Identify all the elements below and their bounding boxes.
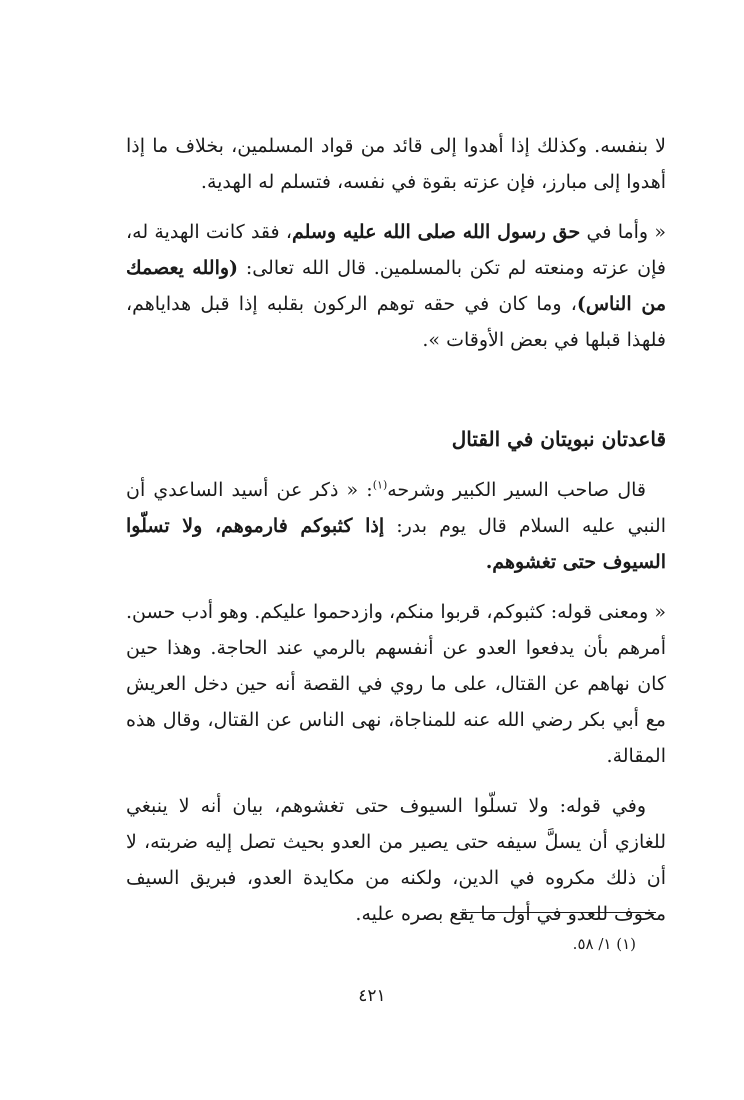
footnote-marker: (١) <box>372 478 388 492</box>
paragraph-prophet-gifts-part-c: ، فقد كانت الهدية له، فإن عزته ومنعته لم تكن بالمسلمين. قال الله تعالى: <box>126 221 666 279</box>
paragraph-prophet-gifts-part-a: « وأما في <box>580 221 666 243</box>
paragraph-siyar-part-a: قال صاحب السير الكبير وشرحه <box>387 479 646 501</box>
document-body <box>126 128 666 946</box>
paragraph-siyar-part-b: : « ذكر عن أسيد الساعدي أن النبي عليه السلام قال يوم بدر: <box>126 479 667 537</box>
paragraph-prophet-gifts <box>126 214 666 358</box>
paragraph-swords-explanation: وفي قوله: ولا تسلّوا السيوف حتى تغشوهم، بيان أنه لا ينبغي للغازي أن يسلَّ سيفه حتى يصير من العدو بحيث تصل إليه ضربته، لا أن ذلك مكروه في الدين، ولكنه من مكايدة العدو، فبريق السيف مخوف للعدو في أول ما يقع بصره عليه. <box>126 795 666 925</box>
section-heading: قاعدتان نبويتان في القتال <box>451 427 666 451</box>
paragraph-prophet-gifts-bold-phrase: حق رسول الله صلى الله عليه وسلم <box>292 221 581 243</box>
paragraph-prophet-gifts-part-e: ، وما كان في حقه توهم الركون بقلبه إذا قبل هداياهم، فلهذا قبلها في بعض الأوقات ». <box>126 293 666 351</box>
quran-quote: (والله يعصمك من الناس) <box>126 257 667 315</box>
page-number: ٤٢١ <box>358 986 386 1006</box>
paragraph-gift-to-commander: لا بنفسه. وكذلك إذا أهدوا إلى قائد من قواد المسلمين، بخلاف ما إذا أهدوا إلى مبارز، فإن عزته بقوة في نفسه، فتسلم له الهدية. <box>126 135 666 193</box>
hadith-quote: إذا كثبوكم فارموهم، ولا تسلّوا السيوف حتى تغشوهم. <box>126 515 666 573</box>
footnote: (١) ١/ ٥٨. <box>572 935 636 953</box>
paragraph-siyar-quote <box>126 472 666 580</box>
paragraph-meaning-explanation: « ومعنى قوله: كثبوكم، قربوا منكم، وازدحموا عليكم. وهو أدب حسن. أمرهم بأن يدفعوا العدو عن أنفسهم بالرمي عند الحاجة. وهذا حين كان نهاهم عن القتال، على ما روي في القصة أنه حين دخل العريش مع أبي بكر رضي الله عنه للمناجاة، نهى الناس عن القتال، وقال هذه المقالة. <box>126 601 666 767</box>
footnote-divider <box>460 912 656 913</box>
